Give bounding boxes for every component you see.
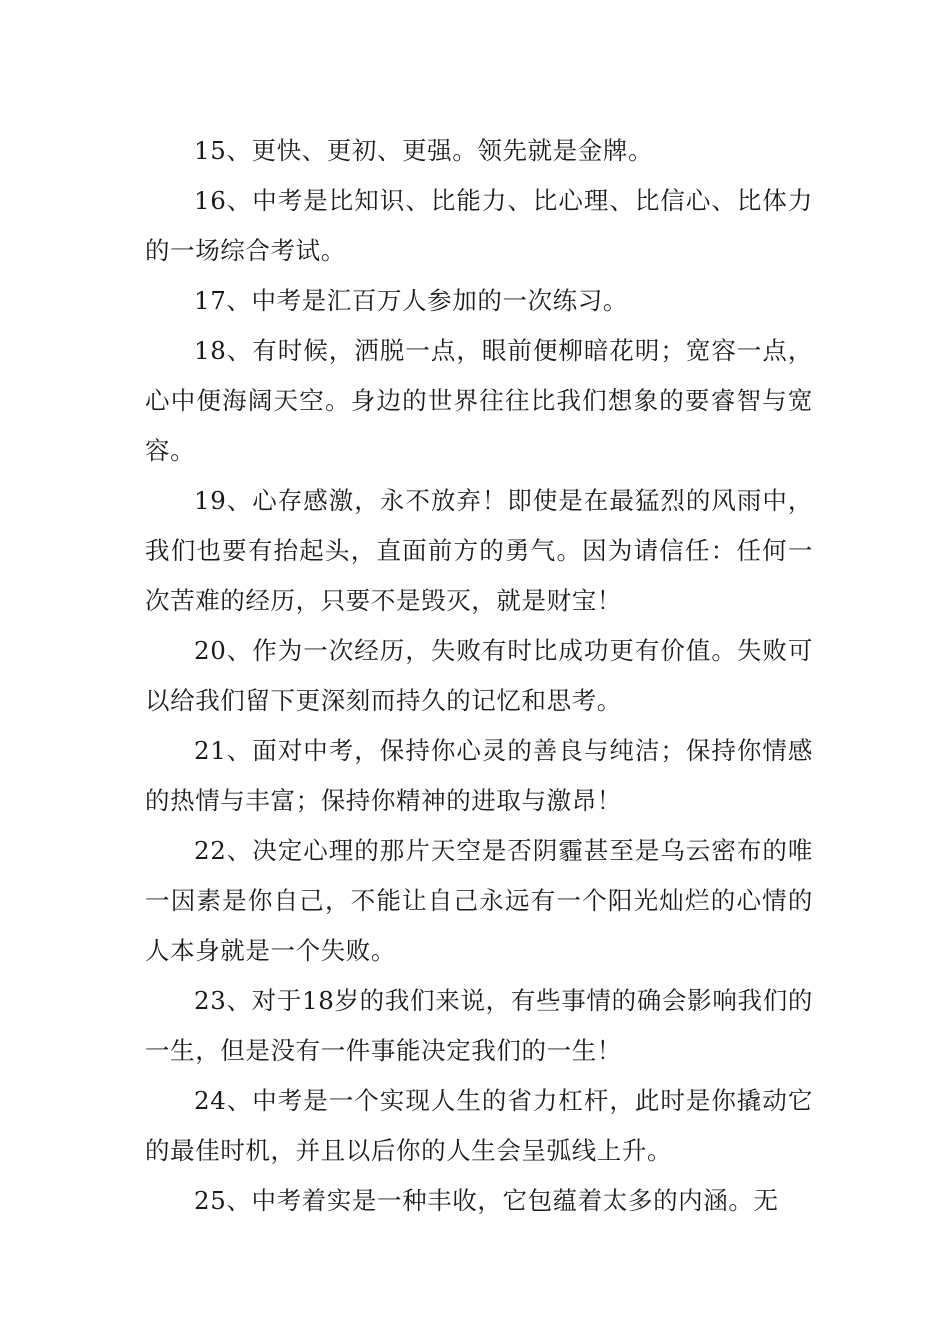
paragraph-23: 23、对于18岁的我们来说，有些事情的确会影响我们的一生，但是没有一件事能决定我们的一生！ bbox=[145, 986, 813, 1065]
paragraph-18: 18、有时候，洒脱一点，眼前便柳暗花明；宽容一点，心中便海阔天空。身边的世界往往比我们想象的要睿智与宽容。 bbox=[145, 336, 813, 465]
paragraph-15: 15、更快、更初、更强。领先就是金牌。 bbox=[194, 136, 654, 165]
paragraph-21: 21、面对中考，保持你心灵的善良与纯洁；保持你情感的热情与丰富；保持你精神的进取与激昂！ bbox=[145, 736, 813, 815]
paragraph-17: 17、中考是汇百万人参加的一次练习。 bbox=[194, 286, 628, 315]
paragraph-22: 22、决定心理的那片天空是否阴霾甚至是乌云密布的唯一因素是你自己，不能让自己永远有一个阳光灿烂的心情的人本身就是一个失败。 bbox=[145, 836, 813, 965]
paragraph-16: 16、中考是比知识、比能力、比心理、比信心、比体力的一场综合考试。 bbox=[145, 186, 813, 265]
paragraph-24: 24、中考是一个实现人生的省力杠杆，此时是你撬动它的最佳时机，并且以后你的人生会呈弧线上升。 bbox=[145, 1086, 813, 1165]
paragraph-19: 19、心存感激，永不放弃！即使是在最猛烈的风雨中，我们也要有抬起头，直面前方的勇气。因为请信任：任何一次苦难的经历，只要不是毁灭，就是财宝！ bbox=[145, 486, 813, 615]
paragraph-25: 25、中考着实是一种丰收，它包蕴着太多的内涵。无 bbox=[194, 1186, 779, 1215]
paragraph-20: 20、作为一次经历，失败有时比成功更有价值。失败可以给我们留下更深刻而持久的记忆和思考。 bbox=[145, 636, 813, 715]
document-body bbox=[145, 126, 813, 1226]
